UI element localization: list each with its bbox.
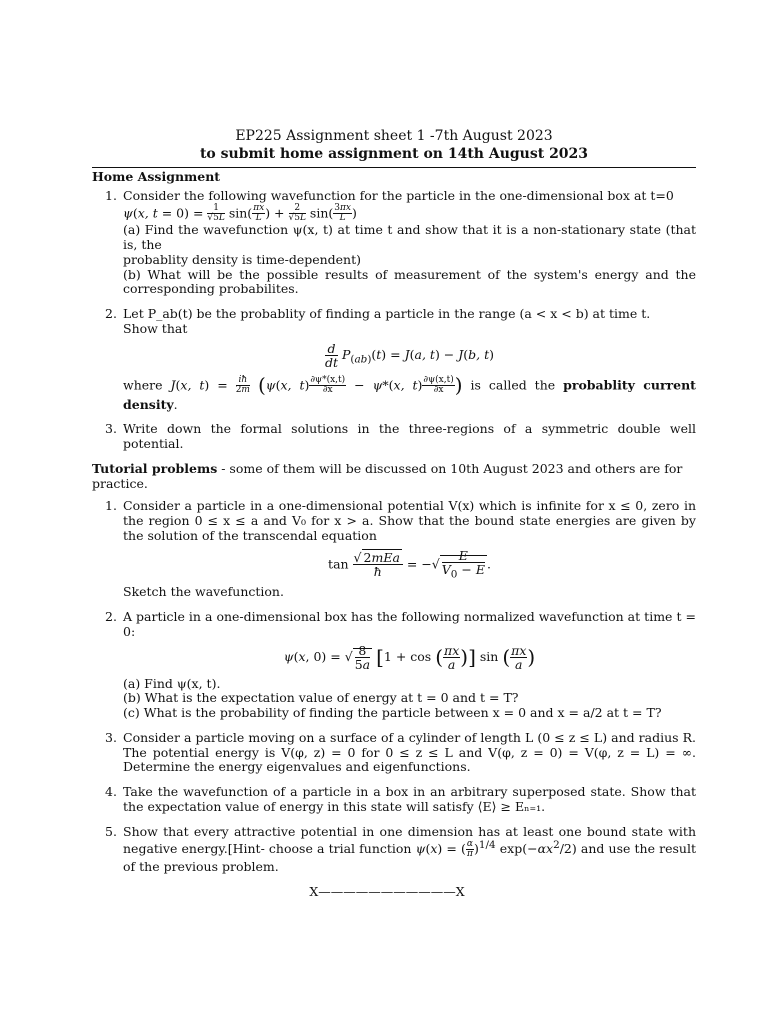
part-a: (a) Find ψ(x, t). bbox=[123, 675, 221, 691]
question-text: Consider a particle in a one-dimensional potential V(x) which is infinite for x ≤ 0, zero in the region 0 ≤ x ≤ a and V₀ for x > a. Show that the bound state energies are given by the solution of the transcendal equation bbox=[123, 498, 696, 543]
tutorial-heading: Tutorial problems bbox=[92, 460, 218, 476]
wavefunction-equation: ψ(x, t = 0) = $\frac{1}{√5L}$ sin( $\frac{\pi x}{L}$ ) + $\frac{2}{√5L}$ sin( $\frac{3\pi x}{L}$ ) bbox=[123, 202, 357, 223]
home-question-3: 3. Write down the formal solutions in the three-regions of a symmetric double well potential. bbox=[105, 421, 696, 451]
title-divider bbox=[92, 167, 696, 168]
document-page bbox=[92, 128, 696, 899]
home-question-2: 2. Let P_ab(t) be the probablity of finding a particle in the range (a < x < b) at time t. Show that $\frac{d}{dt}$ $P_{(ab)}(t) = J(a$, t) − J(b, t) where J(x, t) = $\frac{iħ}{2m}$ (ψ(x, t) $\frac{\partial\psi*(x,t)}{\partial x}$ − ψ*(x, t) $\frac{\partial\psi(x,t)}{\partial x}$ ) is called the probablity current density. bbox=[105, 306, 696, 412]
question-text-start: Show that every attractive potential in one dimension has at least one bound state with negative energy.[Hint- choose a trial function bbox=[123, 823, 696, 857]
tutorial-list bbox=[92, 499, 696, 874]
sketch-instruction: Sketch the wavefunction. bbox=[123, 584, 284, 600]
tutorial-question-4: 4. Take the wavefunction of a particle in a box in an arbitrary superposed state. Show that the expectation value of energy in this state will satisfy ⟨E⟩ ≥ Eₙ₌₁. bbox=[105, 784, 696, 814]
part-a-cont: probablity density is time-dependent) bbox=[123, 251, 362, 267]
part-a: (a) Find the wavefunction ψ(x, t) at time t and show that it is a non-stationary state (that is, the bbox=[123, 222, 696, 253]
probability-current-term: probablity current density bbox=[123, 377, 696, 412]
home-assignment-list bbox=[92, 189, 696, 452]
transcendental-equation: tan $\frac{\text{√ 2mEa}}{ħ}$ = −√ $\frac{E}{V_0 - E}$ . bbox=[328, 547, 491, 581]
show-that: Show that bbox=[123, 320, 188, 336]
document-subtitle: to submit home assignment on 14th August 2023 bbox=[199, 145, 589, 162]
question-text: Consider a particle moving on a surface of a cylinder of length L (0 ≤ z ≤ L) and radius R. The potential energy is V(φ, z) = 0 for 0 ≤ z ≤ L and V(φ, z = 0) = V(φ, z = L) = ∞. Determine the energy eigenvalues and eigenfunctions. bbox=[123, 729, 696, 775]
question-text-end: and use the result of the previous problem. bbox=[123, 841, 696, 874]
question-text: Let P_ab(t) be the probablity of finding a particle in the range (a < x < b) at time t. bbox=[123, 306, 651, 322]
question-text: A particle in a one-dimensional box has the following normalized wavefunction at time t = 0: bbox=[123, 608, 696, 639]
probability-current-equation: $\frac{d}{dt}$ $P_{(ab)}(t) = J(a$, t) − J(b, t) bbox=[324, 340, 495, 370]
tutorial-intro: Tutorial problems - some of them will be discussed on 10th August 2023 and others are for practice. bbox=[92, 460, 683, 491]
part-c: (c) What is the probability of finding the particle between x = 0 and x = a/2 at t = T? bbox=[123, 705, 662, 721]
normalized-wavefunction-equation: ψ(x, 0) = √ $\frac{8}{5a}$ [1 + cos ( $\frac{\pi x}{a}$ )] sin ( $\frac{\pi x}{a}$ ) bbox=[283, 643, 536, 673]
part-b: (b) What will be the possible results of measurement of the system's energy and the corresponding probabilites. bbox=[123, 266, 696, 297]
home-question-1: 1. Consider the following wavefunction for the particle in the one-dimensional box at t=0 ψ(x, t = 0) = $\frac{1}{√5L}$ sin( $\frac{\pi x}{L}$ ) + $\frac{2}{√5L}$ sin( $\frac{3\pi x}{L}$ ) (a) Find the wavefunction ψ(x, t) at time t and show that it is a non-stationary state (that is, the probablity density is time-dependent) (b) What will be the possible results of measurement of the system's energy and the corresponding probabilites. bbox=[105, 187, 696, 297]
part-b: (b) What is the expectation value of energy at t = 0 and t = T? bbox=[123, 690, 519, 706]
tutorial-question-1: 1. Consider a particle in a one-dimensional potential V(x) which is infinite for x ≤ 0, zero in the region 0 ≤ x ≤ a and V₀ for x > a. Show that the bound state energies are given by the solution of the transcendal equation tan $\frac{\text{√ 2mEa}}{ħ}$ = −√ $\frac{E}{V_0 - E}$ . Sketch the wavefunction. bbox=[105, 498, 696, 600]
question-text: Take the wavefunction of a particle in a box in an arbitrary superposed state. Show that the expectation value of energy in this state will satisfy ⟨E⟩ ≥ Eₙ₌₁. bbox=[123, 784, 696, 814]
end-mark: X———————————X bbox=[309, 883, 465, 899]
tutorial-question-2: 2. A particle in a one-dimensional box has the following normalized wavefunction at time t = 0: ψ(x, 0) = √ $\frac{8}{5a}$ [1 + cos ( $\frac{\pi x}{a}$ )] sin ( $\frac{\pi x}{a}$ ) (a) Find ψ(x, t). (b) What is the expectation value of energy at t = 0 and t = T? (c) What is the probability of finding the particle between x = 0 and x = a/2 at t = T? bbox=[105, 608, 696, 721]
tutorial-question-5: 5. Show that every attractive potential in one dimension has at least one bound state with negative energy.[Hint- choose a trial function ψ(x) = ( $\frac{\alpha}{\pi}$ )$^{1/4}$ $\exp(-\alpha x^2/2)$ and use the result of the previous problem. bbox=[105, 823, 696, 874]
current-density-definition: where J(x, t) = $\frac{iħ}{2m}$ (ψ(x, t) $\frac{\partial\psi*(x,t)}{\partial x}$ − ψ*(x, t) $\frac{\partial\psi(x,t)}{\partial x}$ ) is called the probablity current density. bbox=[123, 372, 696, 412]
question-text: Consider the following wavefunction for the particle in the one-dimensional box at t=0 bbox=[123, 187, 674, 203]
question-text: Write down the formal solutions in the three-regions of a symmetric double well potential. bbox=[123, 421, 696, 451]
document-title: EP225 Assignment sheet 1 -7th August 2023 bbox=[235, 128, 553, 144]
home-assignment-heading: Home Assignment bbox=[92, 169, 221, 185]
tutorial-question-3: 3. Consider a particle moving on a surface of a cylinder of length L (0 ≤ z ≤ L) and radius R. The potential energy is V(φ, z) = 0 for 0 ≤ z ≤ L and V(φ, z = 0) = V(φ, z = L) = ∞. Determine the energy eigenvalues and eigenfunctions. bbox=[105, 729, 696, 775]
trial-function: ψ(x) = ( $\frac{\alpha}{\pi}$ )$^{1/4}$ $\exp(-\alpha x^2/2)$ bbox=[415, 839, 577, 860]
